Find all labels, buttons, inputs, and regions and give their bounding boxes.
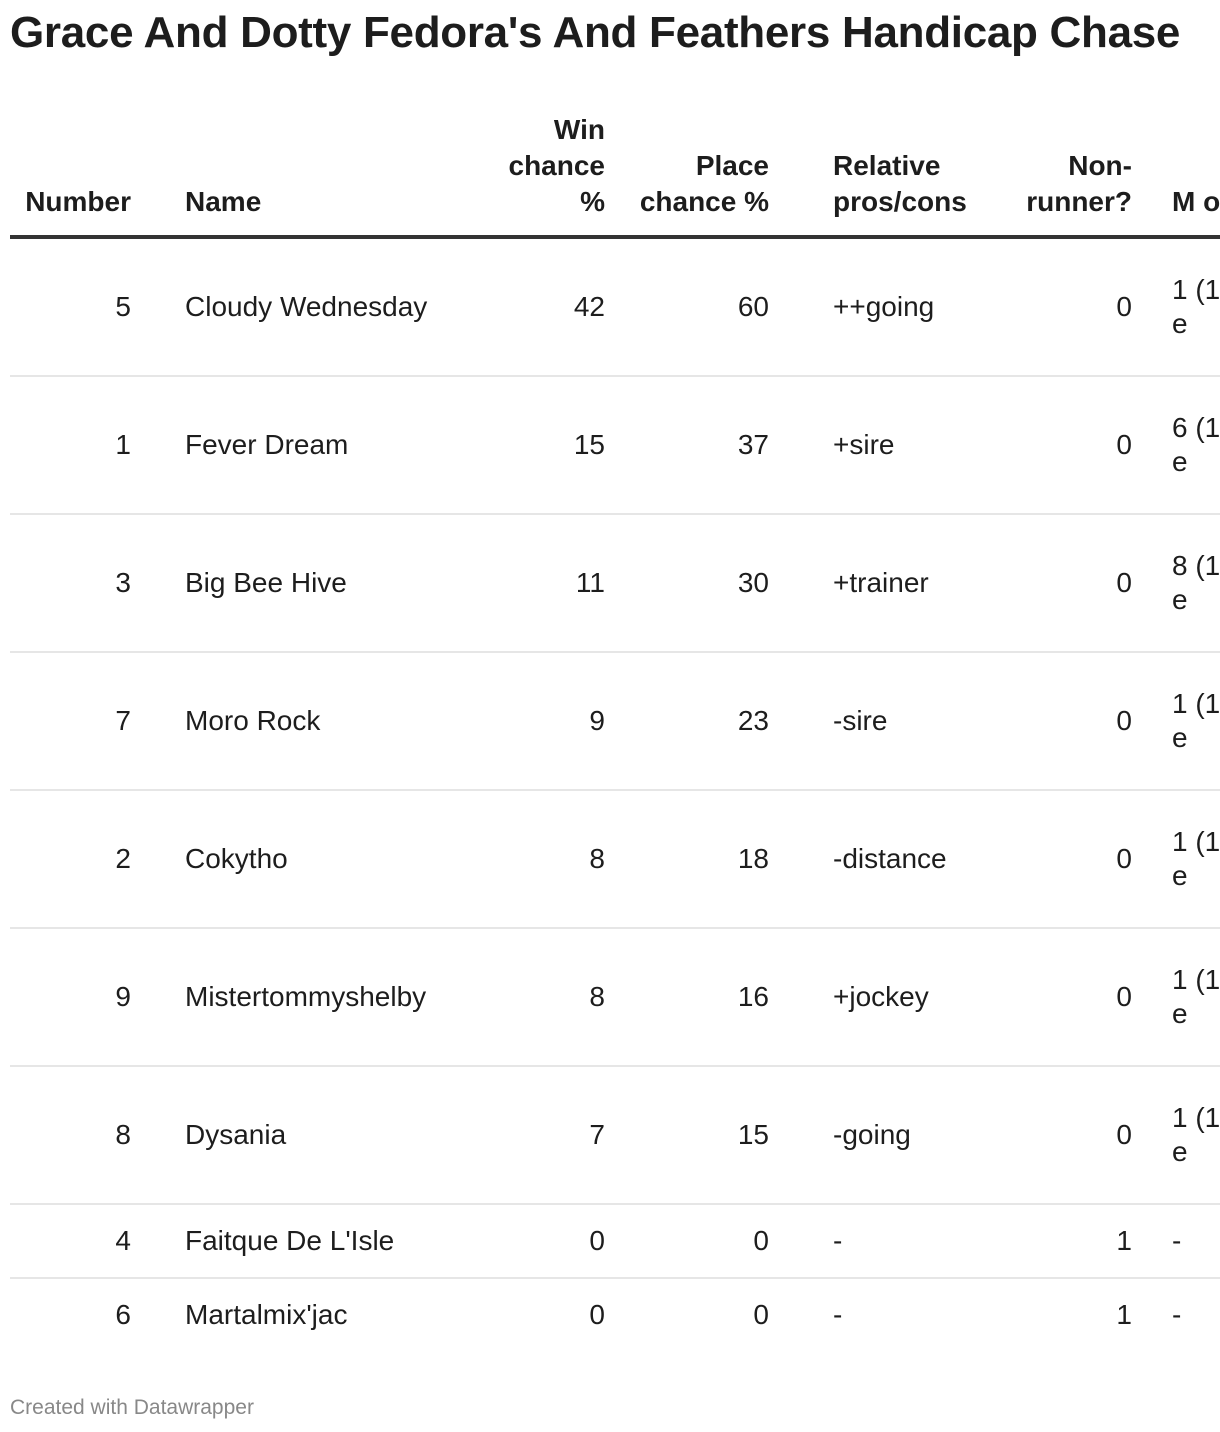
cell-place-chance: 0 xyxy=(605,1204,769,1278)
cell-name: Martalmix'jac xyxy=(185,1299,348,1330)
cell-odds xyxy=(1132,790,1220,928)
cell-odds-text: 1 (1 e xyxy=(1172,964,1220,1029)
header-place-chance[interactable]: Place chance % xyxy=(605,112,769,237)
cell-non-runner: 0 xyxy=(974,376,1132,514)
cell-number: 2 xyxy=(10,790,185,928)
cell-relative-pros-cons: +sire xyxy=(769,376,974,514)
cell-odds xyxy=(1132,237,1220,376)
cell-non-runner: 0 xyxy=(974,790,1132,928)
cell-name: Faitque De L'Isle xyxy=(185,1204,495,1278)
cell-place-chance: 0 xyxy=(753,1299,769,1330)
cell-odds-text: 1 (1 e xyxy=(1172,688,1220,753)
cell-non-runner: 0 xyxy=(974,928,1132,1066)
cell-win-chance: 42 xyxy=(495,237,605,376)
cell-odds-text: 8 (1 e xyxy=(1172,550,1220,615)
cell-relative-pros-cons: -distance xyxy=(769,790,974,928)
cell-place-chance: 16 xyxy=(605,928,769,1066)
cell-odds-text: 1 (1 e xyxy=(1172,274,1220,339)
cell-number: 7 xyxy=(10,652,185,790)
header-name[interactable]: Name xyxy=(185,112,495,237)
header-non-runner[interactable]: Non-runner? xyxy=(974,112,1132,237)
cell-win-chance: 0 xyxy=(589,1299,605,1330)
cell-relative-pros-cons: +jockey xyxy=(769,928,974,1066)
header-win-chance[interactable]: Win chance % xyxy=(495,112,605,237)
cell-odds-text: 6 (1 e xyxy=(1172,412,1220,477)
table-row xyxy=(10,790,1220,928)
cell-place-chance: 18 xyxy=(605,790,769,928)
table-header xyxy=(10,112,1220,237)
cell-name: Big Bee Hive xyxy=(185,514,495,652)
table-row xyxy=(10,514,1220,652)
cell-non-runner: 0 xyxy=(974,1066,1132,1204)
cell-name: Cloudy Wednesday xyxy=(185,237,495,376)
table-row xyxy=(10,928,1220,1066)
header-odds-text: M o xyxy=(1172,186,1220,217)
cell-place-chance: 15 xyxy=(605,1066,769,1204)
cell-number: 6 xyxy=(115,1299,131,1330)
cell-win-chance: 11 xyxy=(495,514,605,652)
table-body xyxy=(10,237,1220,1351)
cell-number: 5 xyxy=(10,237,185,376)
cell-non-runner: 0 xyxy=(974,237,1132,376)
cell-number: 4 xyxy=(10,1204,185,1278)
header-relative-pros-cons[interactable]: Relative pros/cons xyxy=(769,112,974,237)
cell-name: Mistertommyshelby xyxy=(185,928,495,1066)
runners-table xyxy=(10,112,1220,1351)
cell-number: 8 xyxy=(10,1066,185,1204)
cell-odds-text: - xyxy=(1172,1225,1182,1256)
cell-name: Cokytho xyxy=(185,790,495,928)
cell-odds-text: 1 (1 e xyxy=(1172,826,1220,891)
table-row xyxy=(10,1066,1220,1204)
cell-odds xyxy=(1132,652,1220,790)
cell-non-runner: 1 xyxy=(1116,1299,1132,1330)
cell-name: Dysania xyxy=(185,1066,495,1204)
cell-relative-pros-cons: -sire xyxy=(769,652,974,790)
cell-number: 3 xyxy=(10,514,185,652)
cell-odds xyxy=(1132,514,1220,652)
cell-number: 1 xyxy=(10,376,185,514)
cell-place-chance: 60 xyxy=(605,237,769,376)
header-row xyxy=(10,112,1220,237)
cell-relative-pros-cons: ++going xyxy=(769,237,974,376)
cell-odds xyxy=(1132,376,1220,514)
cell-win-chance: 0 xyxy=(495,1204,605,1278)
cell-odds xyxy=(1132,1278,1220,1351)
cell-odds-text: 1 (1 e xyxy=(1172,1102,1220,1167)
cell-non-runner: 0 xyxy=(974,514,1132,652)
cell-number: 9 xyxy=(10,928,185,1066)
cell-place-chance: 37 xyxy=(605,376,769,514)
cell-place-chance: 23 xyxy=(605,652,769,790)
cell-place-chance: 30 xyxy=(605,514,769,652)
cell-relative-pros-cons: +trainer xyxy=(769,514,974,652)
table-title: Grace And Dotty Fedora's And Feathers Handicap Chase xyxy=(10,8,1181,57)
cell-name: Moro Rock xyxy=(185,652,495,790)
cell-odds-text: - xyxy=(1172,1299,1182,1330)
cell-non-runner: 1 xyxy=(974,1204,1132,1278)
cell-odds xyxy=(1132,1066,1220,1204)
table-row xyxy=(10,1278,1220,1351)
header-odds[interactable] xyxy=(1132,112,1220,237)
table-row xyxy=(10,1204,1220,1278)
cell-win-chance: 15 xyxy=(495,376,605,514)
cell-name: Fever Dream xyxy=(185,376,495,514)
table-row xyxy=(10,652,1220,790)
cell-win-chance: 9 xyxy=(495,652,605,790)
cell-win-chance: 8 xyxy=(495,790,605,928)
header-number[interactable]: Number xyxy=(10,112,185,237)
cell-win-chance: 8 xyxy=(495,928,605,1066)
cell-relative-pros-cons: - xyxy=(833,1299,843,1330)
cell-odds xyxy=(1132,1204,1220,1278)
cell-relative-pros-cons: - xyxy=(769,1204,974,1278)
table-row xyxy=(10,376,1220,514)
cell-win-chance: 7 xyxy=(495,1066,605,1204)
cell-non-runner: 0 xyxy=(974,652,1132,790)
credit-footer: Created with Datawrapper xyxy=(10,1396,254,1419)
cell-relative-pros-cons: -going xyxy=(769,1066,974,1204)
table-row xyxy=(10,237,1220,376)
cell-odds xyxy=(1132,928,1220,1066)
